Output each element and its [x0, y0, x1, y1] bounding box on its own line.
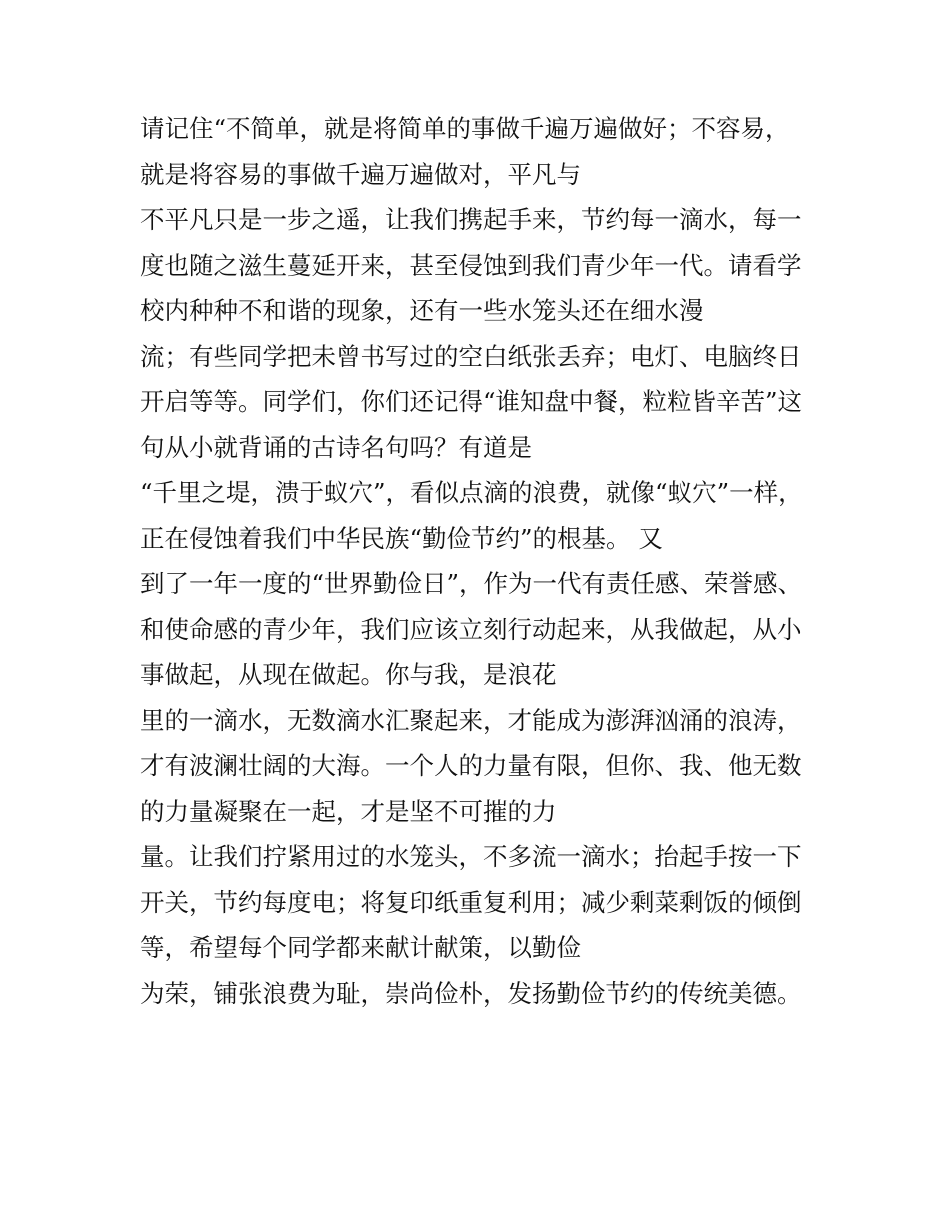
text-line: 开启等等。同学们，你们还记得“谁知盘中餐，粒粒皆辛苦”这 [140, 387, 803, 416]
text-line: 正在侵蚀着我们中华民族“勤俭节约”的根基。 又 [140, 523, 663, 553]
text-line: 等，希望每个同学都来献计献策，以勤俭 [140, 933, 581, 962]
text-line: 事做起，从现在做起。你与我，是浪花 [140, 660, 557, 689]
text-line: 才有波澜壮阔的大海。一个人的力量有限，但你、我、他无数 [140, 751, 802, 780]
text-line: 度也随之滋生蔓延开来，甚至侵蚀到我们青少年一代。请看学 [140, 250, 802, 280]
text-line: 量。让我们拧紧用过的水笼头，不多流一滴水；抬起手按一下 [140, 842, 802, 871]
text-line: “千里之堤，溃于蚁穴”，看似点滴的浪费，就像“蚁穴”一样， [140, 478, 803, 507]
text-line: 就是将容易的事做千遍万遍做对，平凡与 [140, 159, 581, 189]
text-line: 里的一滴水，无数滴水汇聚起来，才能成为澎湃汹涌的浪涛， [140, 705, 802, 735]
text-line: 开关，节约每度电；将复印纸重复利用；减少剩菜剩饭的倾倒 [140, 887, 802, 917]
text-line: 请记住“不简单，就是将简单的事做千遍万遍做好；不容易， [140, 114, 790, 143]
text-line: 校内种种不和谐的现象，还有一些水笼头还在细水漫 [140, 296, 704, 325]
text-line: 到了一年一度的“世界勤俭日”，作为一代有责任感、荣誉感、 [140, 569, 803, 598]
text-line: 句从小就背诵的古诗名句吗？有道是 [140, 432, 532, 462]
text-line: 为荣，铺张浪费为耻，崇尚俭朴，发扬勤俭节约的传统美德。 [140, 978, 802, 1008]
text-line: 和使命感的青少年，我们应该立刻行动起来，从我做起，从小 [140, 614, 802, 644]
text-line: 流；有些同学把未曾书写过的空白纸张丢弃；电灯、电脑终日 [140, 341, 802, 371]
body-text [140, 106, 820, 1016]
text-line: 的力量凝聚在一起，才是坚不可摧的力 [140, 796, 557, 826]
text-line: 不平凡只是一步之遥，让我们携起手来，节约每一滴水，每一 [140, 205, 802, 234]
